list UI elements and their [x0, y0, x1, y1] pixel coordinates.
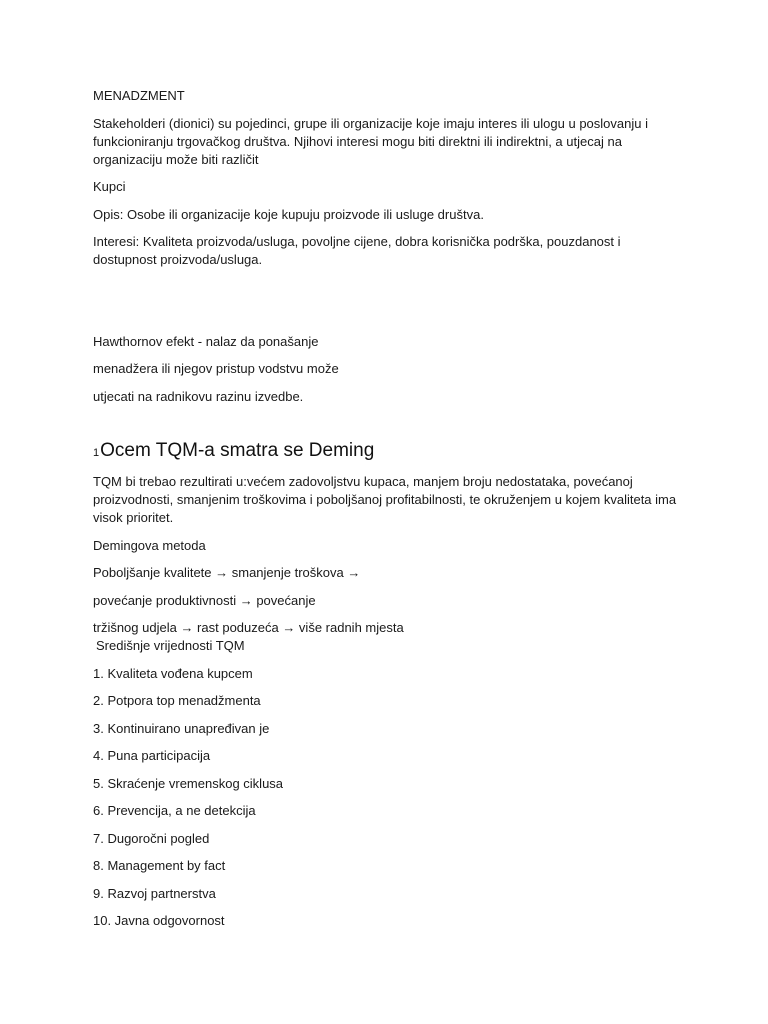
- list-item: 7. Dugoročni pogled: [93, 830, 210, 846]
- list-item: 10. Javna odgovornost: [93, 913, 225, 928]
- list-item: 4. Puna participacija: [93, 748, 211, 763]
- document-page: [93, 87, 683, 940]
- intro-paragraph: Stakeholderi (dionici) su pojedinci, grupe ili organizacije koje imaju interes ili ulogu u poslovanju i funkcioniranju trgovačkog društva. Njihovi interesi mogu biti direktni ili indirektni, a utjecaj na organizaciju može biti različit: [93, 115, 648, 167]
- values-list: [93, 665, 683, 931]
- deming-method-label: Demingova metoda: [93, 537, 206, 553]
- chain-line-3: tržišnog udjela → rast poduzeća → više radnih mjesta: [93, 620, 404, 635]
- tqm-paragraph: TQM bi trebao rezultirati u:većem zadovoljstvu kupaca, manjem broju nedostataka, povećanoj proizvodnosti, smanjenim troškovima i poboljšanoj profitabilnosti, te okruženjem u kojem kvaliteta ima visok prioritet.: [93, 474, 677, 525]
- interesi-paragraph: Interesi: Kvaliteta proizvoda/usluga, povoljne cijene, dobra korisnička podrška, pouzdanost i dostupnost proizvoda/usluga.: [93, 234, 621, 267]
- list-item: 9. Razvoj partnerstva: [93, 885, 216, 901]
- section-heading: [93, 439, 683, 465]
- list-item: 8. Management by fact: [93, 858, 226, 873]
- opis-paragraph: Opis: Osobe ili organizacije koje kupuju proizvode ili usluge društva.: [93, 206, 484, 222]
- list-item: 1. Kvaliteta vođena kupcem: [93, 665, 253, 681]
- kupci-label: Kupci: [93, 179, 126, 194]
- blank-space: [93, 279, 683, 333]
- chain-line-1: Poboljšanje kvalitete → smanjenje troškova →: [93, 565, 361, 580]
- blank-space: [93, 415, 683, 439]
- list-item: 2. Potpora top menadžmenta: [93, 693, 261, 708]
- hawthorne-line-3: utjecati na radnikovu razinu izvedbe.: [93, 388, 304, 404]
- heading-text: Ocem TQM-a smatra se Deming: [100, 440, 375, 461]
- chain-line-2: povećanje produktivnosti → povećanje: [93, 592, 316, 608]
- hawthorne-line-2: menadžera ili njegov pristup vodstvu može: [93, 361, 339, 376]
- list-item: 5. Skraćenje vremenskog ciklusa: [93, 775, 284, 791]
- list-item: 6. Prevencija, a ne detekcija: [93, 803, 256, 818]
- values-title: Središnje vrijednosti TQM: [96, 638, 245, 653]
- heading-number: 1: [93, 447, 100, 459]
- hawthorne-line-1: Hawthornov efekt - nalaz da ponašanje: [93, 333, 319, 349]
- list-item: 3. Kontinuirano unapređivan je: [93, 720, 270, 736]
- document-title: MENADZMENT: [93, 88, 185, 103]
